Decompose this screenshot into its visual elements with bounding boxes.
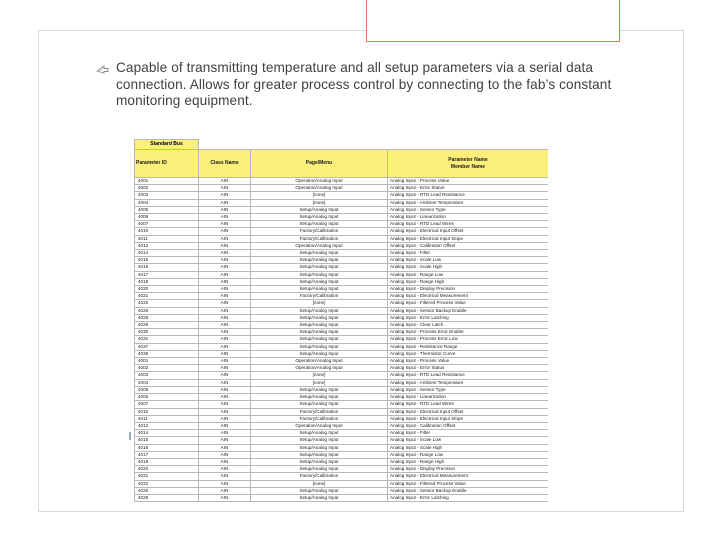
table-row (135, 480, 549, 487)
cell-page-menu: Setup/Analog Input (251, 271, 388, 278)
cell-class-name: AIN (199, 199, 251, 206)
cell-class-name: AIN (199, 487, 251, 494)
cell-parameter-id: 4014 (135, 250, 199, 257)
cell-page-menu: Setup/Analog Input (251, 451, 388, 458)
cell-page-menu: Setup/Analog Input (251, 314, 388, 321)
cell-parameter-id: 4026 (135, 487, 199, 494)
table-row (135, 379, 549, 386)
side-marker (129, 432, 131, 440)
cell-member-name: Analog Input - Electrical Input Offset (388, 228, 549, 235)
cell-parameter-id: 4002 (135, 185, 199, 192)
cell-parameter-id: 4026 (135, 307, 199, 314)
cell-page-menu: Setup/Analog Input (251, 430, 388, 437)
cell-page-menu: Setup/Analog Input (251, 350, 388, 357)
cell-class-name: AIN (199, 480, 251, 487)
table-row (135, 394, 549, 401)
cell-page-menu: Setup/Analog Input (251, 336, 388, 343)
cell-page-menu: Setup/Analog Input (251, 250, 388, 257)
cell-page-menu: Setup/Analog Input (251, 458, 388, 465)
cell-page-menu: Setup/Analog Input (251, 286, 388, 293)
cell-member-name: Analog Input - Sensor Backup Enable (388, 487, 549, 494)
cell-class-name: AIN (199, 379, 251, 386)
cell-member-name: Analog Input - Filter (388, 430, 549, 437)
cell-page-menu: Setup/Analog Input (251, 206, 388, 213)
table-row (135, 487, 549, 494)
cell-class-name: AIN (199, 185, 251, 192)
cell-parameter-id: 4001 (135, 178, 199, 185)
cell-page-menu: Setup/Analog Input (251, 343, 388, 350)
cell-class-name: AIN (199, 293, 251, 300)
cell-member-name: Analog Input - Scale High (388, 444, 549, 451)
col-header-member-name: Parameter Name Member Name (388, 150, 549, 178)
table-row (135, 415, 549, 422)
cell-page-menu: Factory/Calibration (251, 408, 388, 415)
cell-parameter-id: 4011 (135, 415, 199, 422)
cell-parameter-id: 4030 (135, 329, 199, 336)
table-row (135, 372, 549, 379)
cell-page-menu: Setup/Analog Input (251, 437, 388, 444)
table-row (135, 242, 549, 249)
cell-class-name: AIN (199, 286, 251, 293)
table-row (135, 286, 549, 293)
cell-parameter-id: 4001 (135, 358, 199, 365)
table-row (135, 307, 549, 314)
cell-page-menu: Setup/Analog Input (251, 386, 388, 393)
cell-member-name: Analog Input - RTD Lead Resistance (388, 372, 549, 379)
table-row (135, 350, 549, 357)
cell-member-name: Analog Input - Filtered Process Value (388, 300, 549, 307)
cell-class-name: AIN (199, 408, 251, 415)
cell-class-name: AIN (199, 271, 251, 278)
cell-class-name: AIN (199, 336, 251, 343)
cell-parameter-id: 4011 (135, 235, 199, 242)
cell-parameter-id: 4002 (135, 365, 199, 372)
cell-member-name: Analog Input - Filtered Process Value (388, 480, 549, 487)
cell-parameter-id: 4020 (135, 286, 199, 293)
cell-class-name: AIN (199, 228, 251, 235)
cell-member-name: Analog Input - Scale Low (388, 257, 549, 264)
cell-class-name: AIN (199, 235, 251, 242)
cell-member-name: Analog Input - Range High (388, 278, 549, 285)
cell-class-name: AIN (199, 458, 251, 465)
cell-parameter-id: 4017 (135, 451, 199, 458)
cell-page-menu: Setup/Analog Input (251, 394, 388, 401)
cell-class-name: AIN (199, 358, 251, 365)
cell-member-name: Analog Input - Scale Low (388, 437, 549, 444)
parameter-table (134, 139, 548, 502)
cell-page-menu: Operation/Analog Input (251, 185, 388, 192)
table-title: Standard Bus (135, 140, 199, 150)
cell-parameter-id: 4021 (135, 473, 199, 480)
cell-class-name: AIN (199, 386, 251, 393)
cell-parameter-id: 4018 (135, 278, 199, 285)
cell-parameter-id: 4010 (135, 228, 199, 235)
col-header-class-name: Class Name (199, 150, 251, 178)
table-row (135, 386, 549, 393)
cell-class-name: AIN (199, 178, 251, 185)
cell-parameter-id: 4016 (135, 444, 199, 451)
table-row (135, 466, 549, 473)
cell-class-name: AIN (199, 250, 251, 257)
cell-page-menu: [none] (251, 300, 388, 307)
cell-parameter-id: 4005 (135, 206, 199, 213)
table-row (135, 322, 549, 329)
table-row (135, 408, 549, 415)
cell-class-name: AIN (199, 257, 251, 264)
table-row (135, 314, 549, 321)
cell-member-name: Analog Input - Error Latching (388, 494, 549, 501)
cell-member-name: Analog Input - Ambient Temperature (388, 379, 549, 386)
cell-class-name: AIN (199, 206, 251, 213)
table-row (135, 494, 549, 501)
table-row (135, 293, 549, 300)
cell-member-name: Analog Input - Electrical Measurement (388, 473, 549, 480)
table-row (135, 250, 549, 257)
table-row (135, 336, 549, 343)
cell-parameter-id: 4006 (135, 394, 199, 401)
cell-member-name: Analog Input - Process Value (388, 358, 549, 365)
cell-parameter-id: 4007 (135, 221, 199, 228)
cell-member-name: Analog Input - Error Status (388, 185, 549, 192)
cell-member-name: Analog Input - Calibration Offset (388, 242, 549, 249)
cell-member-name: Analog Input - Linearization (388, 214, 549, 221)
cell-class-name: AIN (199, 314, 251, 321)
cell-member-name: Analog Input - Calibration Offset (388, 422, 549, 429)
cell-member-name: Analog Input - Process Error Enable (388, 329, 549, 336)
table-row (135, 422, 549, 429)
cell-page-menu: [none] (251, 192, 388, 199)
parameter-table-image (134, 139, 548, 507)
slide-frame-top-left (38, 30, 366, 31)
table-row (135, 358, 549, 365)
cell-page-menu: [none] (251, 199, 388, 206)
cell-member-name: Analog Input - Linearization (388, 394, 549, 401)
cell-page-menu: Operation/Analog Input (251, 365, 388, 372)
cell-class-name: AIN (199, 307, 251, 314)
cell-member-name: Analog Input - Electrical Input Offset (388, 408, 549, 415)
cell-page-menu: [none] (251, 372, 388, 379)
cell-parameter-id: 4028 (135, 494, 199, 501)
cell-class-name: AIN (199, 415, 251, 422)
cell-member-name: Analog Input - Electrical Measurement (388, 293, 549, 300)
cell-page-menu: Operation/Analog Input (251, 358, 388, 365)
table-row (135, 235, 549, 242)
table-row (135, 228, 549, 235)
cell-parameter-id: 4017 (135, 271, 199, 278)
cell-class-name: AIN (199, 300, 251, 307)
cell-member-name: Analog Input - Electrical Input Slope (388, 415, 549, 422)
cell-page-menu: Setup/Analog Input (251, 307, 388, 314)
cell-page-menu: Setup/Analog Input (251, 466, 388, 473)
cell-class-name: AIN (199, 322, 251, 329)
cell-member-name: Analog Input - Ambient Temperature (388, 199, 549, 206)
cell-parameter-id: 4028 (135, 314, 199, 321)
cell-page-menu: [none] (251, 379, 388, 386)
cell-parameter-id: 4016 (135, 264, 199, 271)
cell-member-name: Analog Input - Process Value (388, 178, 549, 185)
cell-class-name: AIN (199, 329, 251, 336)
table-row (135, 221, 549, 228)
cell-class-name: AIN (199, 473, 251, 480)
cell-parameter-id: 4022 (135, 300, 199, 307)
cell-class-name: AIN (199, 430, 251, 437)
table-row (135, 365, 549, 372)
cell-class-name: AIN (199, 221, 251, 228)
cell-member-name: Analog Input - Process Error Low (388, 336, 549, 343)
table-row (135, 185, 549, 192)
cell-page-menu: [none] (251, 480, 388, 487)
cell-member-name: Analog Input - Error Latching (388, 314, 549, 321)
cell-page-menu: Factory/Calibration (251, 415, 388, 422)
slide-frame-top-right (620, 30, 684, 31)
cell-page-menu: Setup/Analog Input (251, 214, 388, 221)
cell-class-name: AIN (199, 394, 251, 401)
cell-page-menu: Setup/Analog Input (251, 401, 388, 408)
col-header-parameter-id: Parameter ID (135, 150, 199, 178)
cell-class-name: AIN (199, 214, 251, 221)
cell-member-name: Analog Input - Sensor Backup Enable (388, 307, 549, 314)
cell-page-menu: Factory/Calibration (251, 228, 388, 235)
cell-class-name: AIN (199, 192, 251, 199)
table-row (135, 437, 549, 444)
cell-page-menu: Setup/Analog Input (251, 257, 388, 264)
cell-page-menu: Operation/Analog Input (251, 422, 388, 429)
accent-title-box (366, 0, 620, 42)
cell-member-name: Analog Input - Sensor Type (388, 206, 549, 213)
cell-member-name: Analog Input - RTD Lead Wires (388, 401, 549, 408)
cell-parameter-id: 4018 (135, 458, 199, 465)
cell-parameter-id: 4005 (135, 386, 199, 393)
cell-page-menu: Setup/Analog Input (251, 487, 388, 494)
cell-parameter-id: 4029 (135, 322, 199, 329)
table-row (135, 278, 549, 285)
cell-parameter-id: 4015 (135, 437, 199, 444)
cell-parameter-id: 4004 (135, 379, 199, 386)
cell-parameter-id: 4031 (135, 336, 199, 343)
cell-parameter-id: 4038 (135, 350, 199, 357)
cell-page-menu: Setup/Analog Input (251, 322, 388, 329)
cell-page-menu: Setup/Analog Input (251, 264, 388, 271)
table-row (135, 214, 549, 221)
cell-member-name: Analog Input - Display Precision (388, 466, 549, 473)
cell-member-name: Analog Input - Scale High (388, 264, 549, 271)
cell-page-menu: Operation/Analog Input (251, 242, 388, 249)
cell-class-name: AIN (199, 444, 251, 451)
table-row (135, 199, 549, 206)
cell-page-menu: Operation/Analog Input (251, 178, 388, 185)
cell-member-name: Analog Input - Sensor Type (388, 386, 549, 393)
cell-class-name: AIN (199, 451, 251, 458)
cell-parameter-id: 4022 (135, 480, 199, 487)
cell-member-name: Analog Input - Electrical Input Slope (388, 235, 549, 242)
cell-page-menu: Setup/Analog Input (251, 329, 388, 336)
cell-parameter-id: 4006 (135, 214, 199, 221)
cell-class-name: AIN (199, 242, 251, 249)
cell-parameter-id: 4003 (135, 192, 199, 199)
table-row (135, 206, 549, 213)
table-row (135, 401, 549, 408)
table-row (135, 300, 549, 307)
col-header-page-menu: Page/Menu (251, 150, 388, 178)
cell-parameter-id: 4021 (135, 293, 199, 300)
tilted-arrow-bullet-icon (96, 64, 110, 74)
cell-member-name: Analog Input - Range High (388, 458, 549, 465)
table-row (135, 451, 549, 458)
table-row (135, 343, 549, 350)
cell-member-name: Analog Input - Display Precision (388, 286, 549, 293)
cell-member-name: Analog Input - Clear Latch (388, 322, 549, 329)
cell-page-menu: Factory/Calibration (251, 235, 388, 242)
cell-parameter-id: 4004 (135, 199, 199, 206)
cell-parameter-id: 4012 (135, 422, 199, 429)
cell-page-menu: Factory/Calibration (251, 473, 388, 480)
cell-class-name: AIN (199, 343, 251, 350)
cell-page-menu: Setup/Analog Input (251, 444, 388, 451)
cell-parameter-id: 4007 (135, 401, 199, 408)
cell-class-name: AIN (199, 278, 251, 285)
cell-page-menu: Setup/Analog Input (251, 494, 388, 501)
cell-member-name: Analog Input - RTD Lead Resistance (388, 192, 549, 199)
cell-member-name: Analog Input - Range Low (388, 451, 549, 458)
table-row (135, 473, 549, 480)
table-row (135, 430, 549, 437)
cell-parameter-id: 4012 (135, 242, 199, 249)
cell-class-name: AIN (199, 494, 251, 501)
bullet-text: Capable of transmitting temperature and all setup parameters via a serial data connection. Allows for greater process control by connecting to the fab’s constant monitoring equipment. (116, 60, 612, 108)
cell-parameter-id: 4003 (135, 372, 199, 379)
cell-page-menu: Factory/Calibration (251, 293, 388, 300)
cell-page-menu: Setup/Analog Input (251, 278, 388, 285)
cell-class-name: AIN (199, 437, 251, 444)
table-row (135, 178, 549, 185)
cell-member-name: Analog Input - Thermistor Curve (388, 350, 549, 357)
cell-parameter-id: 4037 (135, 343, 199, 350)
table-row (135, 271, 549, 278)
cell-member-name: Analog Input - Resistance Range (388, 343, 549, 350)
cell-parameter-id: 4014 (135, 430, 199, 437)
cell-parameter-id: 4015 (135, 257, 199, 264)
table-row (135, 264, 549, 271)
cell-class-name: AIN (199, 365, 251, 372)
cell-parameter-id: 4020 (135, 466, 199, 473)
cell-class-name: AIN (199, 350, 251, 357)
cell-class-name: AIN (199, 466, 251, 473)
table-body (135, 178, 549, 502)
cell-class-name: AIN (199, 264, 251, 271)
table-row (135, 192, 549, 199)
table-row (135, 329, 549, 336)
cell-class-name: AIN (199, 422, 251, 429)
table-row (135, 458, 549, 465)
cell-member-name: Analog Input - Filter (388, 250, 549, 257)
cell-class-name: AIN (199, 401, 251, 408)
cell-member-name: Analog Input - Error Status (388, 365, 549, 372)
table-row (135, 444, 549, 451)
cell-class-name: AIN (199, 372, 251, 379)
cell-parameter-id: 4010 (135, 408, 199, 415)
cell-page-menu: Setup/Analog Input (251, 221, 388, 228)
table-row (135, 257, 549, 264)
cell-member-name: Analog Input - RTD Lead Wires (388, 221, 549, 228)
cell-member-name: Analog Input - Range Low (388, 271, 549, 278)
